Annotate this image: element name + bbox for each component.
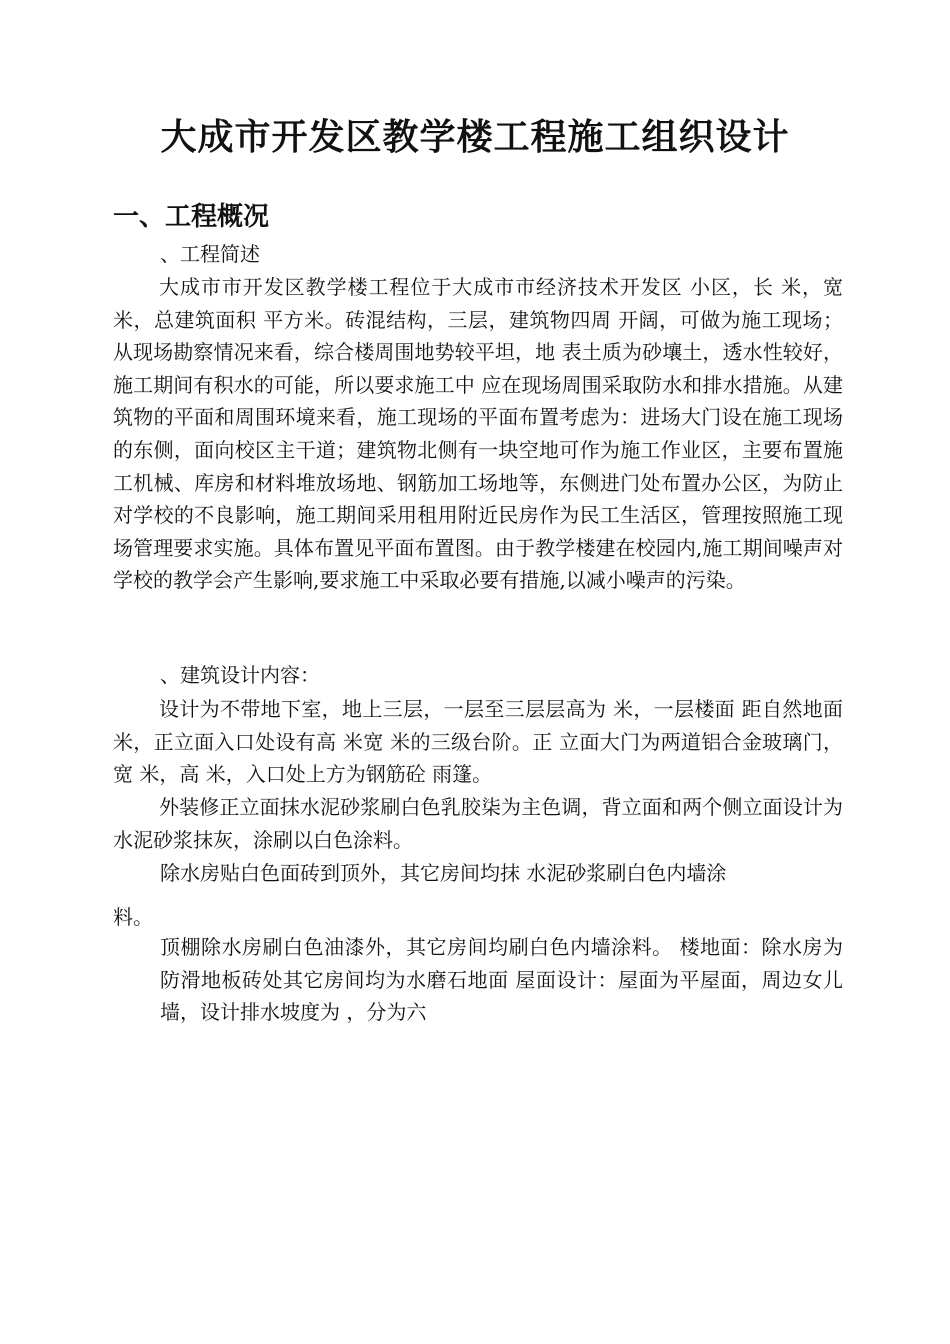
paragraph-interior-walls-line-1: 除水房贴白色面砖到顶外，其它房间均抹 水泥砂浆刷白色内墙涂 [160,861,727,885]
paragraph-exterior-finish: 外装修正立面抹水泥砂浆刷白色乳胶柒为主色调，背立面和两个侧立面设计为水泥砂浆抹灰，涂刷以白色涂料。 [113,795,843,852]
paragraph-building-layout: 设计为不带地下室，地上三层，一层至三层层高为 米，一层楼面 距自然地面 米，正立面入口处设有高 米宽 米的三级台阶。正 立面大门为两道铝合金玻璃门，宽 米，高 米，入口处上方为钢筋砼 雨篷。 [113,697,843,787]
section-heading-project-overview: 一、工程概况 [113,202,270,232]
paragraph-interior-walls-line-2: 料。 [113,905,153,929]
paragraph-project-summary: 大成市市开发区教学楼工程位于大成市市经济技术开发区 小区，长 米，宽 米，总建筑面积 平方米。砖混结构，三层，建筑物四周 开阔，可做为施工现场；从现场勘察情况来看，综合楼周围地势较平坦，地 表土质为砂壤土，透水性较好，施工期间有积水的可能，所以要求施工中 应在现场周围采取防水和排水措施。从建筑物的平面和周围环境来看，施工现场的平面布置考虑为：进场大门设在施工现场的东侧，面向校区主干道；建筑物北侧有一块空地可作为施工作业区，主要布置施工机械、库房和材料堆放场地、钢筋加工场地等，东侧进门处布置办公区，为防止对学校的不良影响，施工期间采用租用附近民房作为民工生活区，管理按照施工现场管理要求实施。具体布置见平面布置图。由于教学楼建在校园内,施工期间噪声对学校的教学会产生影响,要求施工中采取必要有措施,以减小噪声的污染。 [113,275,843,593]
paragraph-ceiling-floor-roof: 顶棚除水房刷白色油漆外，其它房间均刷白色内墙涂料。 楼地面：除水房为防滑地板砖处其它房间均为水磨石地面 屋面设计：屋面为平屋面，周边女儿墙，设计排水坡度为 ，分为六 [160,935,843,1025]
document-title: 大成市开发区教学楼工程施工组织设计 [160,117,790,158]
subheading-project-summary: 、工程简述 [160,242,260,266]
subheading-architectural-design: 、建筑设计内容： [160,663,320,687]
